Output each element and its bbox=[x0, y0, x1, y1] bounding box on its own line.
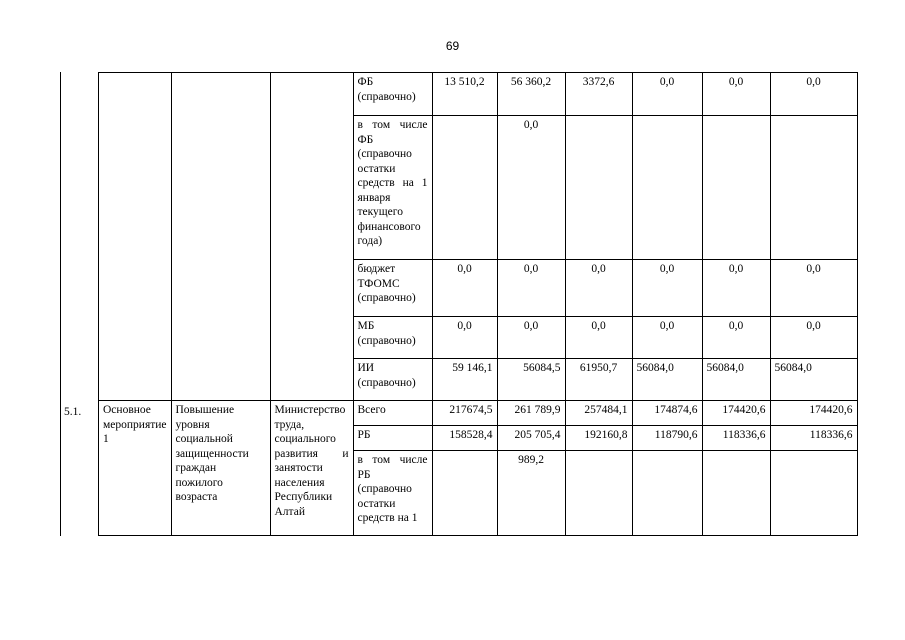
value-cell: 56084,0 bbox=[632, 359, 702, 401]
value-cell: 0,0 bbox=[497, 260, 565, 317]
value-cell bbox=[770, 116, 857, 260]
value-cell: 0,0 bbox=[702, 317, 770, 359]
value-cell: 217674,5 bbox=[432, 401, 497, 426]
value-cell: 0,0 bbox=[432, 317, 497, 359]
value-cell: 257484,1 bbox=[565, 401, 632, 426]
value-cell: 989,2 bbox=[497, 451, 565, 536]
value-cell bbox=[632, 451, 702, 536]
value-cell bbox=[432, 116, 497, 260]
value-cell: 0,0 bbox=[632, 260, 702, 317]
value-cell: 56084,5 bbox=[497, 359, 565, 401]
value-cell: 61950,7 bbox=[565, 359, 632, 401]
value-cell: 0,0 bbox=[702, 73, 770, 116]
row-label: РБ bbox=[353, 426, 432, 451]
row-label: ФБ (справочно) bbox=[353, 73, 432, 116]
value-cell: 0,0 bbox=[565, 260, 632, 317]
row-label: ИИ (справочно) bbox=[353, 359, 432, 401]
value-cell: 3372,6 bbox=[565, 73, 632, 116]
value-cell bbox=[565, 116, 632, 260]
measure-executor: Министерство труда, социального развития и занятости населения Республики Алтай bbox=[270, 401, 353, 536]
value-cell bbox=[770, 451, 857, 536]
left-border-line bbox=[60, 72, 61, 536]
value-cell bbox=[565, 451, 632, 536]
value-cell: 56084,0 bbox=[770, 359, 857, 401]
value-cell: 56 360,2 bbox=[497, 73, 565, 116]
value-cell: 0,0 bbox=[702, 260, 770, 317]
value-cell: 0,0 bbox=[770, 317, 857, 359]
empty-cell bbox=[99, 73, 172, 401]
value-cell bbox=[432, 451, 497, 536]
value-cell: 174420,6 bbox=[770, 401, 857, 426]
value-cell: 0,0 bbox=[632, 73, 702, 116]
value-cell bbox=[632, 116, 702, 260]
budget-table bbox=[98, 72, 858, 536]
value-cell bbox=[702, 451, 770, 536]
row-label: Всего bbox=[353, 401, 432, 426]
value-cell: 13 510,2 bbox=[432, 73, 497, 116]
empty-cell bbox=[171, 73, 270, 401]
value-cell: 174874,6 bbox=[632, 401, 702, 426]
value-cell: 56084,0 bbox=[702, 359, 770, 401]
table-row bbox=[99, 401, 858, 426]
value-cell: 205 705,4 bbox=[497, 426, 565, 451]
value-cell: 0,0 bbox=[770, 260, 857, 317]
value-cell: 192160,8 bbox=[565, 426, 632, 451]
value-cell: 0,0 bbox=[632, 317, 702, 359]
empty-cell bbox=[270, 73, 353, 401]
value-cell: 118336,6 bbox=[770, 426, 857, 451]
value-cell: 158528,4 bbox=[432, 426, 497, 451]
row-label: в том числе РБ (справочно остатки средств на 1 bbox=[353, 451, 432, 536]
row-label: бюджет ТФОМС (справочно) bbox=[353, 260, 432, 317]
value-cell: 0,0 bbox=[770, 73, 857, 116]
value-cell: 118790,6 bbox=[632, 426, 702, 451]
row-label: МБ (справочно) bbox=[353, 317, 432, 359]
value-cell: 0,0 bbox=[565, 317, 632, 359]
value-cell: 0,0 bbox=[497, 116, 565, 260]
measure-goal: Повышение уровня социальной защищенности граждан пожилого возраста bbox=[171, 401, 270, 536]
table-row bbox=[99, 73, 858, 116]
value-cell: 0,0 bbox=[497, 317, 565, 359]
value-cell bbox=[702, 116, 770, 260]
measure-name: Основное мероприятие 1 bbox=[99, 401, 172, 536]
value-cell: 261 789,9 bbox=[497, 401, 565, 426]
value-cell: 0,0 bbox=[432, 260, 497, 317]
value-cell: 59 146,1 bbox=[432, 359, 497, 401]
item-number: 5.1. bbox=[64, 406, 82, 418]
value-cell: 118336,6 bbox=[702, 426, 770, 451]
page-number: 69 bbox=[445, 39, 460, 53]
value-cell: 174420,6 bbox=[702, 401, 770, 426]
row-label: в том числе ФБ (справочно остатки средств на 1 января текущего финансового года) bbox=[353, 116, 432, 260]
